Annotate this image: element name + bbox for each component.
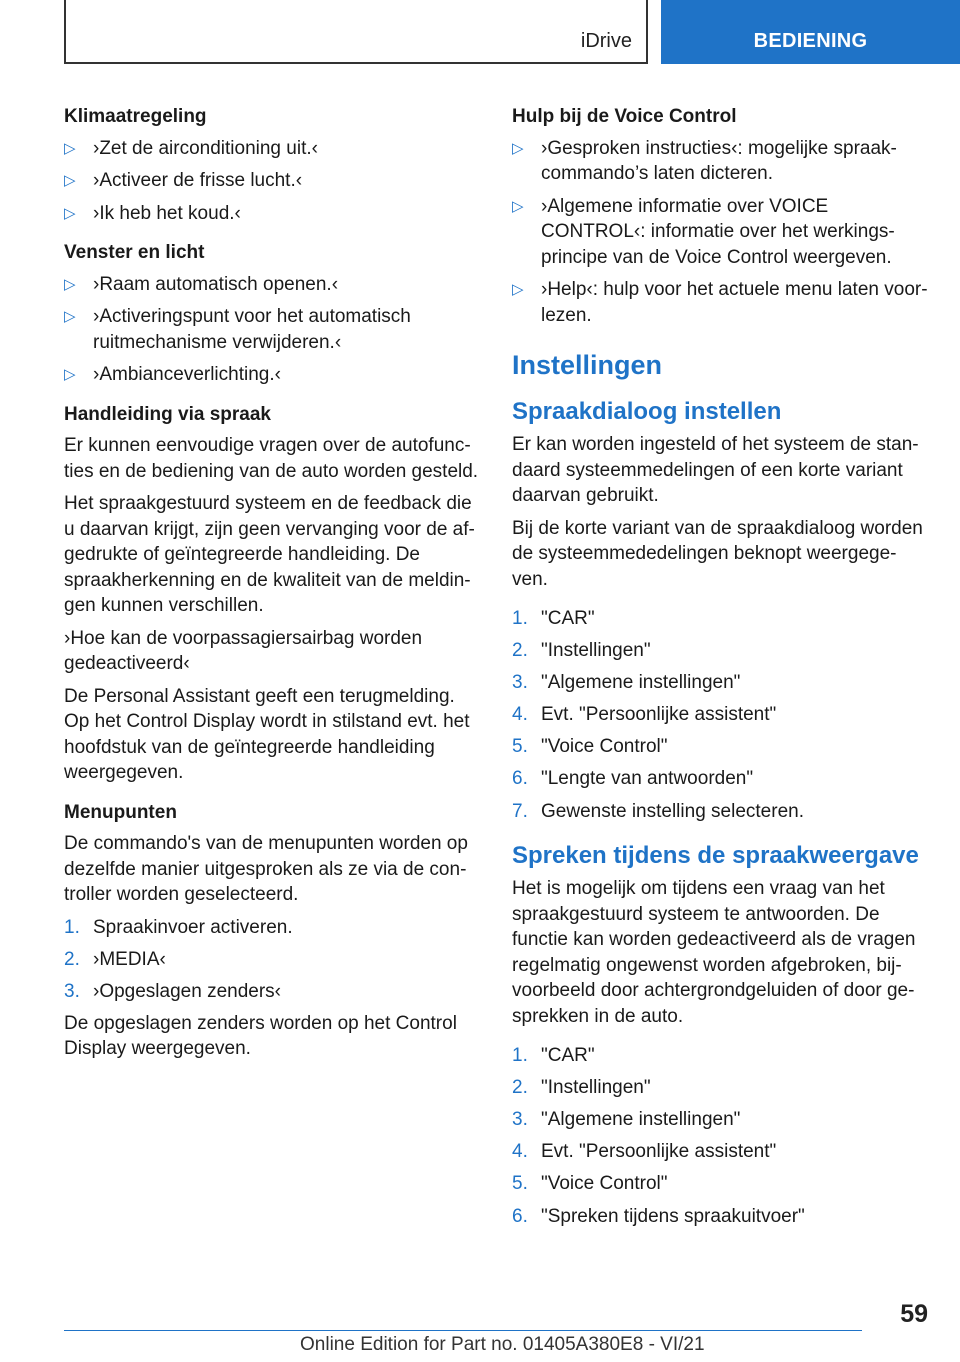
list-item: 3. "Algemene instellingen"	[512, 1109, 741, 1131]
heading-spraakdialoog-instellen: Spraakdialoog instellen	[512, 398, 782, 425]
list-item: 6. "Spreken tijdens spraakuitvoer"	[512, 1205, 805, 1227]
left-column	[64, 100, 480, 1069]
spraakdialoog-steps	[512, 606, 928, 824]
heading-venster-en-licht: Venster en licht	[64, 242, 205, 263]
paragraph: De commando's van de menupunten worden op dezelfde manier uitgesproken als ze via de con-troller worden geselecteerd.	[64, 833, 468, 905]
list-item: ▷ ›Ambianceverlichting.‹	[64, 362, 480, 388]
spreken-steps	[512, 1043, 928, 1229]
triangle-right-icon: ▷	[64, 366, 76, 383]
list-item: ▷ ›Raam automatisch openen.‹	[64, 272, 480, 298]
paragraph: Bij de korte variant van de spraakdialoog worden de systeemmededelingen beknopt weergege-ven.	[512, 517, 923, 590]
list-item: 2. "Instellingen"	[512, 1077, 651, 1099]
list-item: 1. Spraakinvoer activeren.	[64, 916, 293, 938]
paragraph: ›Hoe kan de voorpassagiersairbag worden gedeactiveerd‹	[64, 627, 423, 674]
paragraph: De opgeslagen zenders worden op het Control Display weergegeven.	[64, 1012, 457, 1060]
list-item: 5. "Voice Control"	[512, 1173, 668, 1195]
paragraph: Het is mogelijk om tijdens een vraag van het spraakgestuurd systeem te antwoorden. De functie kan worden gedeactiveerd als de vragen regelmatig ongewenst worden afgebroken, bij-voorbeeld door achtergrondgeluiden of door ge-sprekken in de auto.	[512, 878, 916, 1027]
list-item: 5. "Voice Control"	[512, 736, 668, 758]
list-item: 4. Evt. "Persoonlijke assistent"	[512, 704, 777, 726]
list-item: 2. "Instellingen"	[512, 640, 651, 662]
list-item: ▷ ›Gesproken instructies‹: mogelijke spraak-commando’s laten dicteren.	[512, 137, 897, 184]
heading-klimaatregeling: Klimaatregeling	[64, 106, 207, 127]
page-number: 59	[900, 1300, 928, 1328]
heading-menupunten: Menupunten	[64, 801, 177, 823]
heading-instellingen: Instellingen	[512, 350, 663, 380]
footer-divider	[64, 1330, 862, 1331]
menupunten-steps	[64, 915, 480, 1005]
triangle-right-icon: ▷	[512, 281, 524, 298]
paragraph: Er kunnen eenvoudige vragen over de autofunc-ties en de bediening van de auto worden gesteld.	[64, 435, 479, 482]
list-item: 3. ›Opgeslagen zenders‹	[64, 980, 281, 1002]
triangle-right-icon: ▷	[64, 308, 76, 325]
page-header	[0, 0, 960, 66]
list-item: ▷ ›Algemene informatie over VOICE CONTROL‹: informatie over het werkings-principe van de Voice Control weergeven.	[512, 195, 895, 268]
header-section-title: iDrive	[580, 30, 632, 52]
list-item: 7. Gewenste instelling selecteren.	[512, 800, 804, 822]
right-column	[512, 100, 928, 1236]
heading-hulp-voice-control: Hulp bij de Voice Control	[512, 106, 737, 127]
paragraph: De Personal Assistant geeft een terugmelding. Op het Control Display wordt in stilstand evt. het hoofdstuk van de geïntegreerde handleiding weergegeven.	[64, 685, 470, 783]
paragraph: Er kan worden ingesteld of het systeem de stan-daard systeemmedelingen of een korte variant daarvan gebruikt.	[512, 434, 919, 506]
heading-handleiding-via-spraak: Handleiding via spraak	[64, 403, 271, 425]
list-item: 4. Evt. "Persoonlijke assistent"	[512, 1141, 777, 1163]
list-item: ▷ ›Activeer de frisse lucht.‹	[64, 168, 480, 194]
venster-list	[64, 272, 480, 388]
paragraph: Het spraakgestuurd systeem en de feedback die u daarvan krijgt, zijn geen vervanging voor de af-gedrukte of geïntegreerde handleiding. De spraakherkenning en de kwaliteit van de meldin-gen kunnen verschillen.	[64, 493, 475, 616]
klimaat-list	[64, 136, 480, 227]
triangle-right-icon: ▷	[64, 275, 76, 293]
header-chapter-tab	[661, 0, 960, 64]
list-item: ▷ ›Ik heb het koud.‹	[64, 201, 480, 227]
triangle-right-icon: ▷	[64, 204, 76, 222]
header-section-box	[64, 0, 648, 64]
list-item: ▷ ›Activeringspunt voor het automatisch ruitmechanisme verwijderen.‹	[64, 306, 411, 353]
list-item: 3. "Algemene instellingen"	[512, 672, 741, 694]
footer-edition: Online Edition for Part no. 01405A380E8 - VI/21	[300, 1334, 705, 1355]
list-item: ▷ ›Help‹: hulp voor het actuele menu laten voor-lezen.	[512, 279, 928, 326]
list-item: 1. "CAR"	[512, 1045, 595, 1067]
heading-spreken-tijdens-spraakweergave: Spreken tijdens de spraakweergave	[512, 842, 919, 870]
triangle-right-icon: ▷	[512, 197, 524, 215]
triangle-right-icon: ▷	[512, 139, 524, 157]
triangle-right-icon: ▷	[64, 139, 76, 157]
header-chapter-title: BEDIENING	[753, 30, 868, 52]
list-item: ▷ ›Zet de airconditioning uit.‹	[64, 136, 480, 162]
hulp-list	[512, 136, 928, 329]
list-item: 2. ›MEDIA‹	[64, 948, 166, 970]
list-item: 1. "CAR"	[512, 608, 595, 629]
list-item: 6. "Lengte van antwoorden"	[512, 768, 754, 790]
triangle-right-icon: ▷	[64, 172, 76, 189]
